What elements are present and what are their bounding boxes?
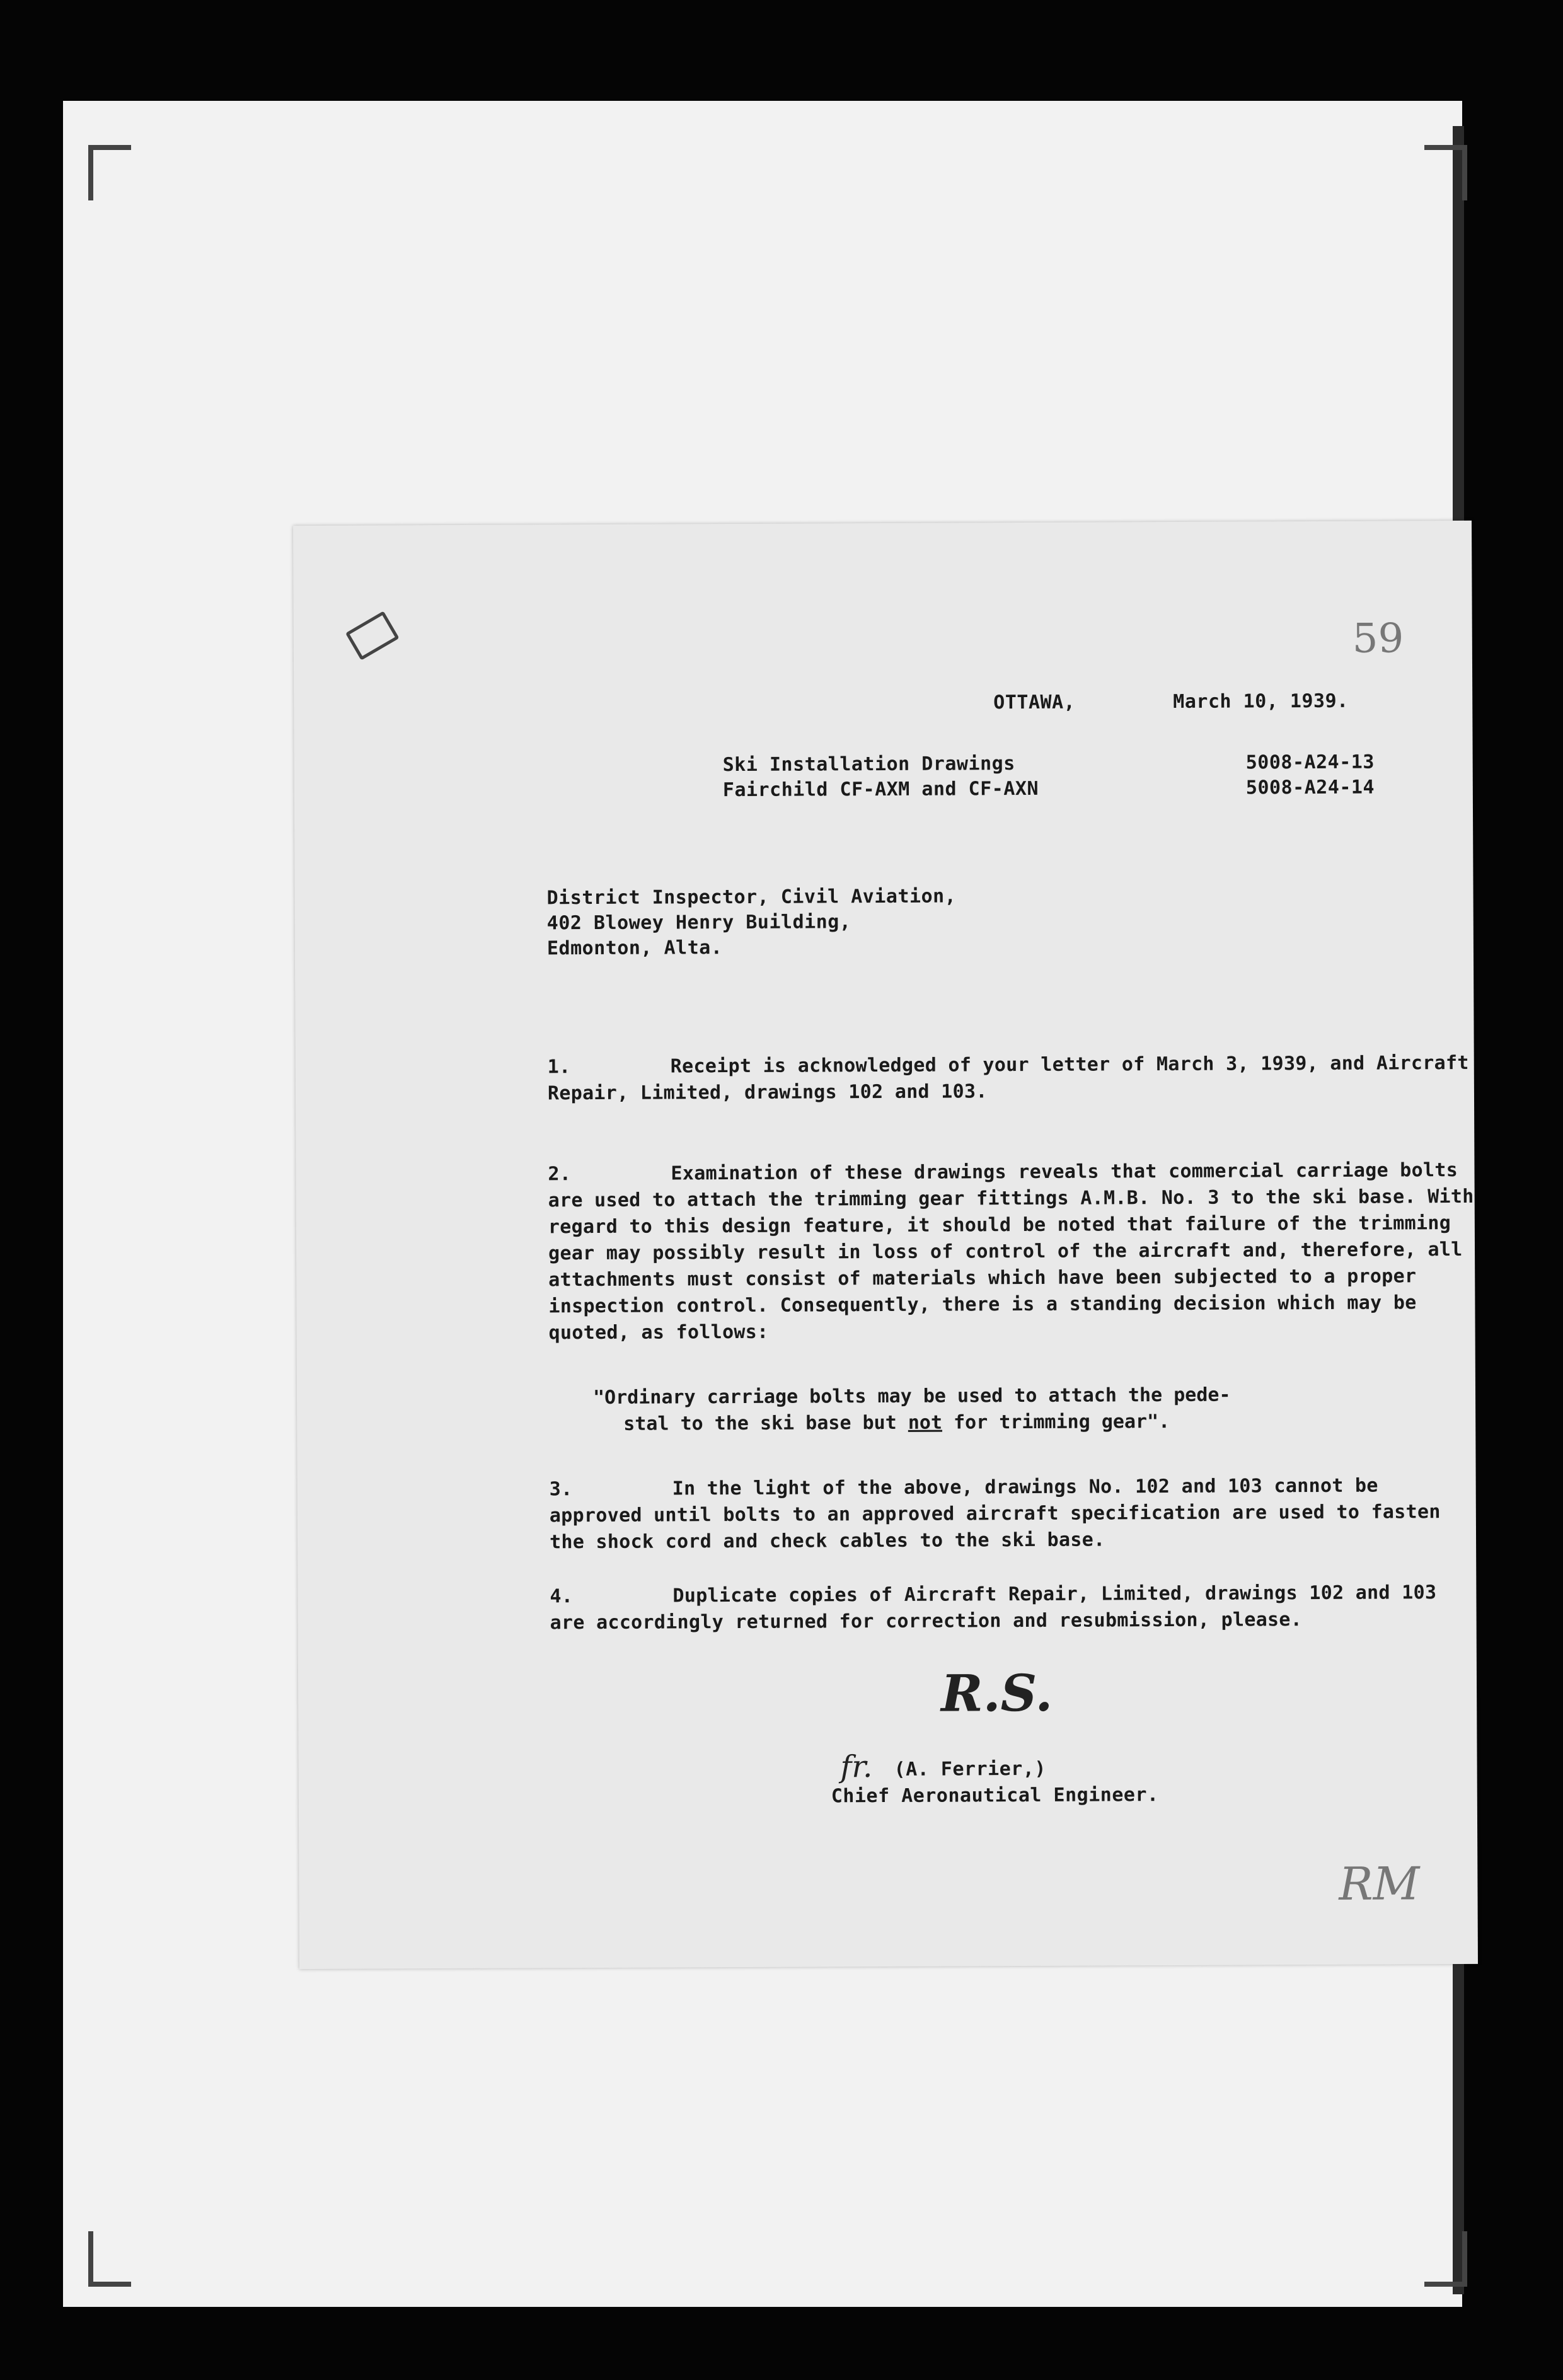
crop-mark-top-right — [1424, 145, 1467, 200]
paragraph-number: 3. — [549, 1478, 573, 1501]
corner-initials: RM — [1339, 1857, 1420, 1910]
addressee-line-1: District Inspector, Civil Aviation, — [546, 885, 957, 910]
paragraph-2 — [548, 1157, 1481, 1346]
crop-mark-bottom-left — [88, 2231, 131, 2287]
subject-line-2: Fairchild CF-AXM and CF-AXN — [722, 777, 1039, 802]
file-ref-2: 5008-A24-14 — [1245, 776, 1375, 799]
paragraph-4 — [550, 1580, 1482, 1636]
paper-clip-mark — [345, 611, 400, 660]
paragraph-number: 1. — [547, 1056, 571, 1078]
emphasis-not: not — [908, 1411, 943, 1434]
file-ref-1: 5008-A24-13 — [1245, 751, 1375, 774]
paragraph-3 — [550, 1472, 1483, 1556]
paragraph-text: Receipt is acknowledged of your letter of March 3, 1939, and Aircraft Repair, Limited, drawings 102 and 103. — [547, 1051, 1469, 1105]
signatory-title: Chief Aeronautical Engineer. — [831, 1784, 1159, 1808]
paragraph-1 — [548, 1050, 1480, 1107]
paragraph-number: 4. — [550, 1585, 574, 1608]
subject-line-1: Ski Installation Drawings — [722, 753, 1015, 777]
quote-text: for trimming gear". — [942, 1411, 1170, 1434]
addressee-line-2: 402 Blowey Henry Building, — [546, 911, 851, 935]
paragraph-text: In the light of the above, drawings No. 102 and 103 cannot be approved until bolts to an approved aircraft specification are used to fasten the shock cord and check cables to the ski base. — [549, 1474, 1441, 1554]
crop-mark-top-left — [88, 145, 131, 200]
addressee-line-3: Edmonton, Alta. — [546, 937, 723, 960]
initials-signature: R.S. — [940, 1663, 1053, 1723]
paragraph-number: 2. — [548, 1163, 572, 1186]
letter-sheet — [293, 521, 1478, 1969]
date: March 10, 1939. — [1173, 690, 1349, 713]
crop-mark-bottom-right — [1424, 2231, 1467, 2287]
for-mark: fr. — [840, 1749, 873, 1785]
place: OTTAWA, — [993, 691, 1076, 714]
quoted-decision — [593, 1381, 1526, 1438]
folio-number: 59 — [1352, 615, 1404, 662]
quote-line-1: "Ordinary carriage bolts may be used to attach the pede- — [592, 1384, 1231, 1409]
quote-text: stal to the ski base but — [623, 1411, 908, 1435]
quote-line-2 — [593, 1407, 1526, 1438]
paragraph-text: Duplicate copies of Aircraft Repair, Limited, drawings 102 and 103 are accordingly returned for correction and resubmission, please. — [550, 1581, 1437, 1634]
signatory-name: (A. Ferrier,) — [894, 1757, 1047, 1781]
paragraph-text: Examination of these drawings reveals that commercial carriage bolts are used to attach the trimming gear fittings A.M.B. No. 3 to the ski base. With regard to this design feature, it should be noted that failure of the trimming gear may possibly result in loss of control of the aircraft and, therefore, all attachments must consist of materials which have been subjected to a proper inspection control. Consequently, there is a standing decision which may be quoted, as follows: — [548, 1159, 1474, 1344]
